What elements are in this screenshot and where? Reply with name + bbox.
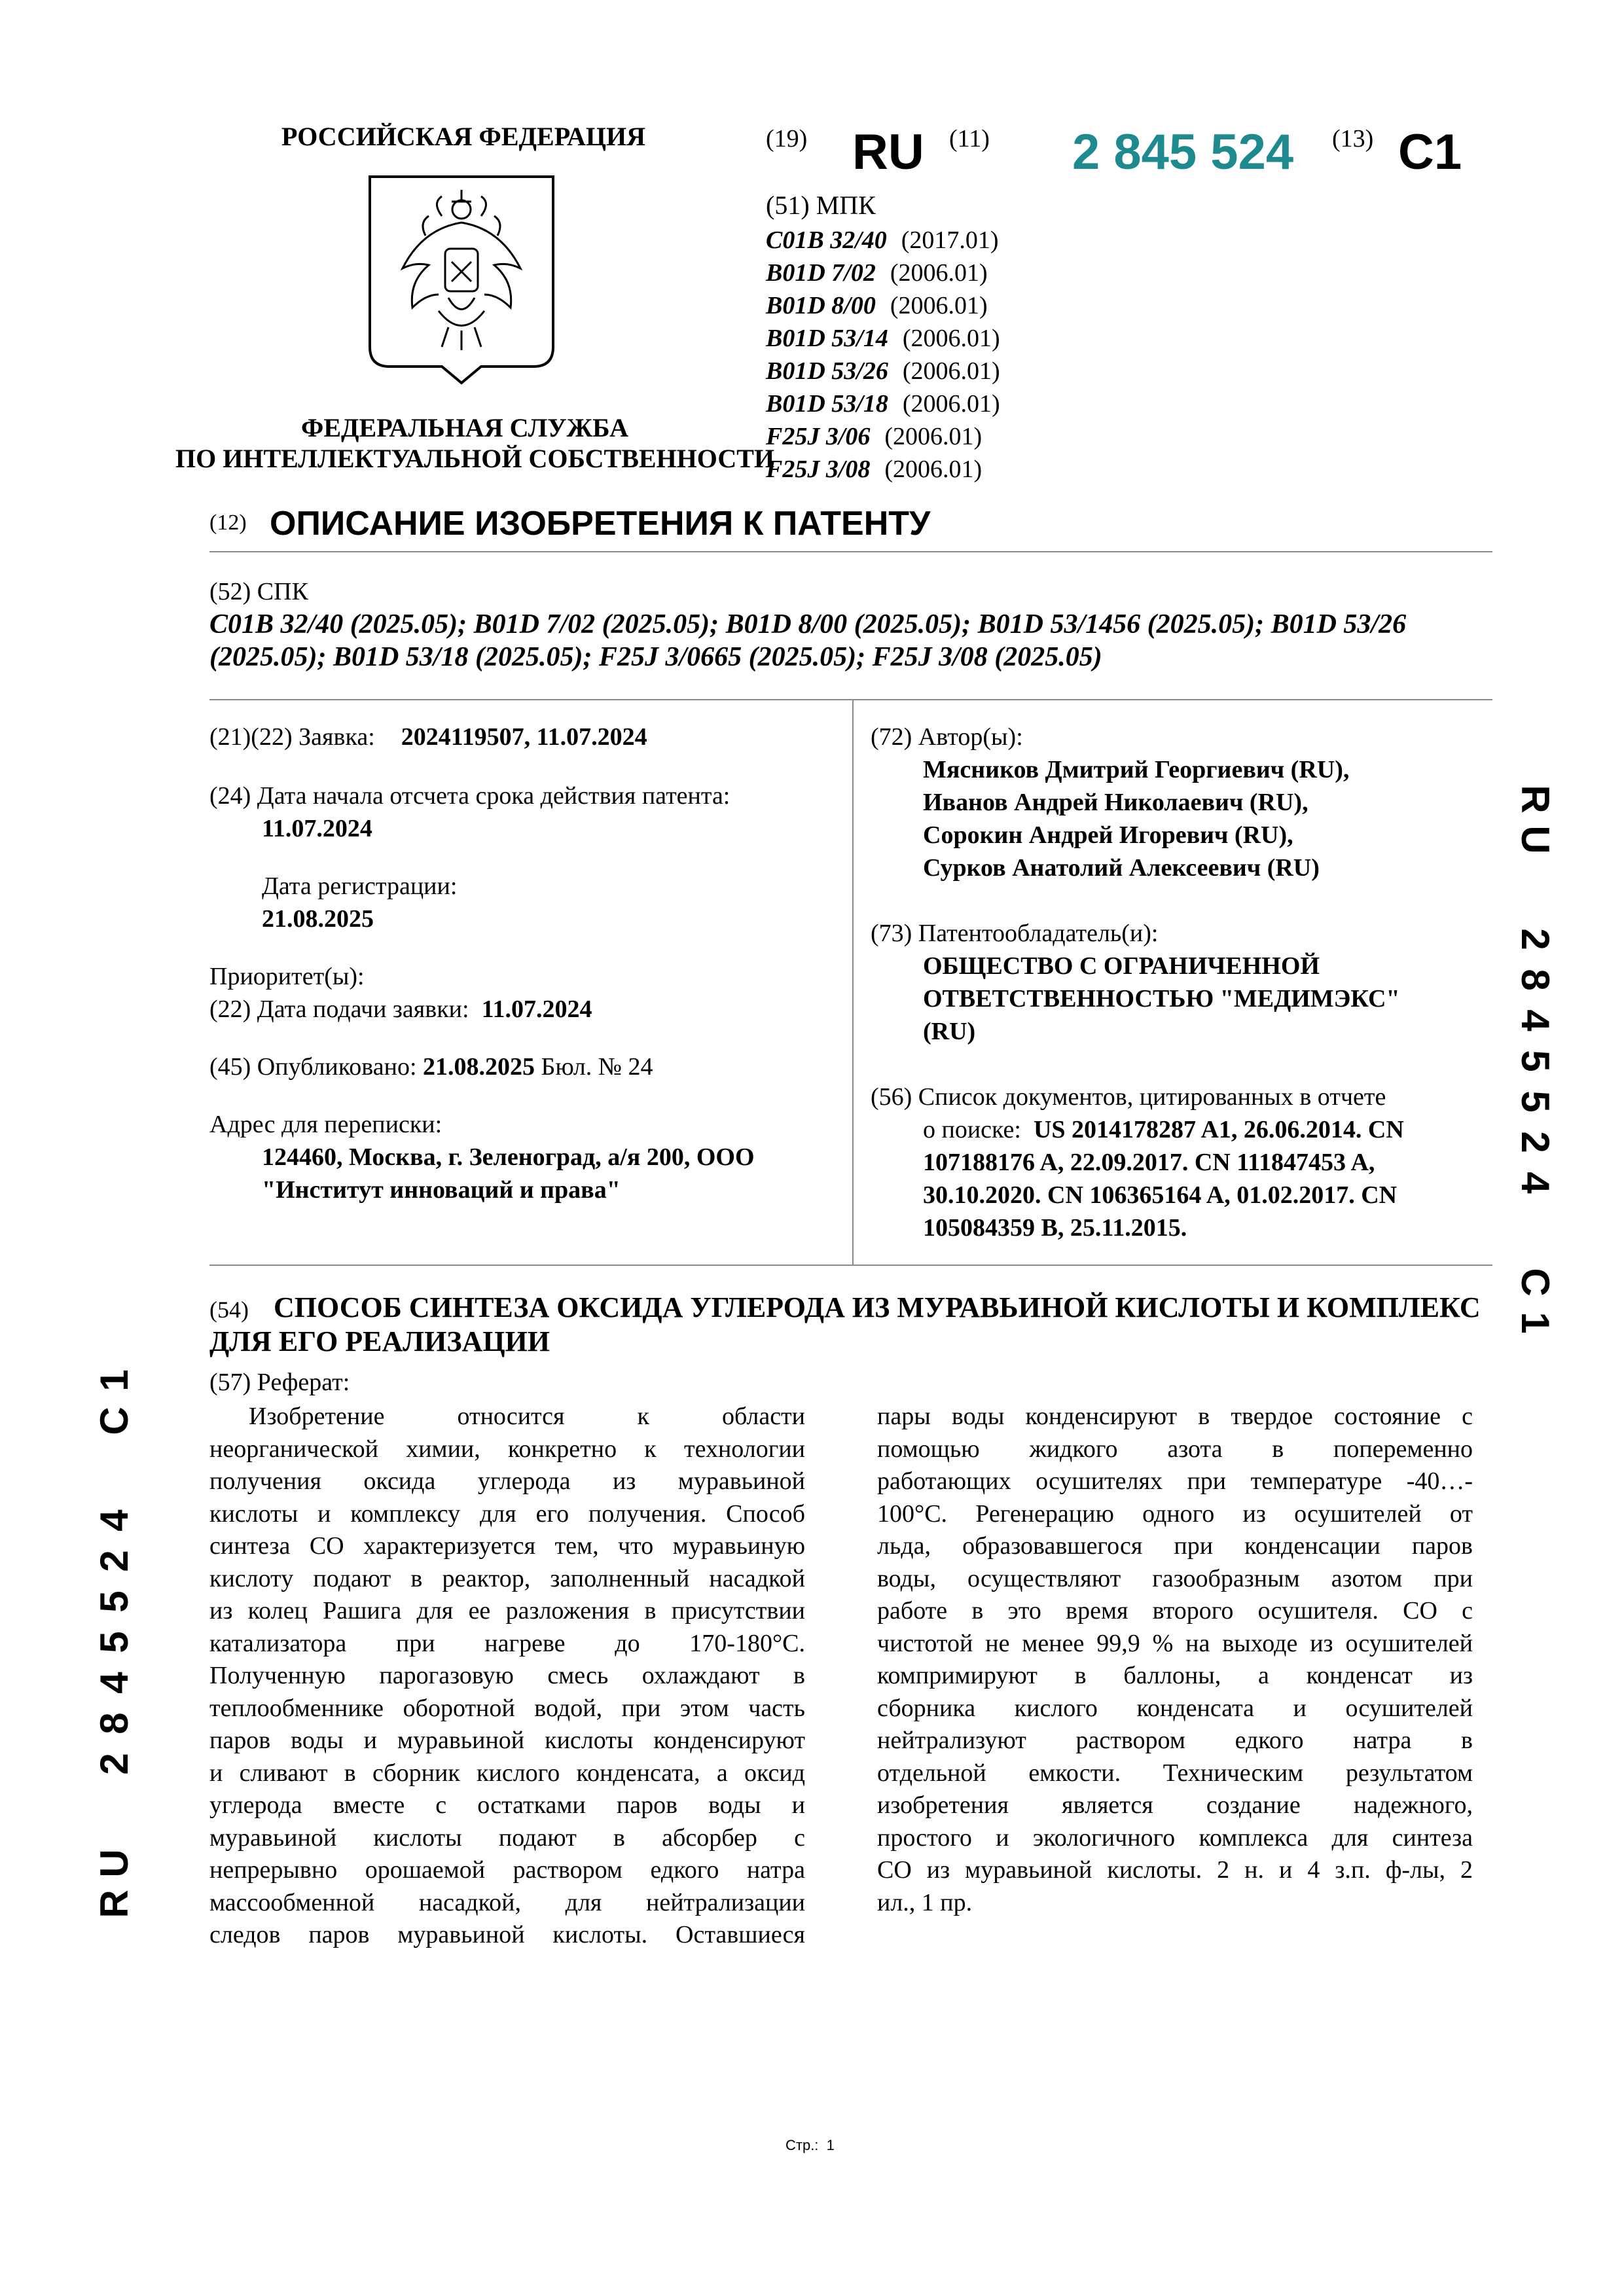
abstract-line: неорганической химии, конкретно к технологии [209,1435,805,1463]
abstract-line: простого и экологичного комплекса для синтеза [877,1823,1473,1852]
abstract-line: 100°C. Регенерацию одного из осушителей от [877,1499,1473,1528]
abstract-line: работе в это время второго осушителя. CO с [877,1597,1473,1624]
abstract-line: катализатора при нагреве до 170-180°C. [209,1629,805,1657]
abstract-line: кислоты и комплексу для его получения. Способ [209,1499,805,1528]
registration-label: Дата регистрации: [262,872,458,900]
abstract-line: муравьиной кислоты подают в абсорбер с [209,1823,805,1852]
abstract-line: Изобретение относится к области [249,1403,805,1430]
start-date-value: 11.07.2024 [262,815,372,842]
abstract-line: паров воды и муравьиной кислоты конденсируют [209,1727,805,1754]
abstract-line: кислоту подают в реактор, заполненный насадкой [209,1564,805,1592]
cited-row: о поиске: US 2014178287 A1, 26.06.2014. CN [923,1116,1404,1143]
page-number: Стр.: 1 [785,2137,835,2153]
holder-line: (RU) [923,1018,976,1045]
mpk-label: (51) МПК [766,190,876,220]
cited-line: 30.10.2020. CN 106365164 A, 01.02.2017. CN [923,1181,1398,1209]
abstract-line: сборника кислого конденсата и осушителей [877,1694,1473,1722]
abstract-line: помощью жидкого азота в попеременно [877,1435,1473,1463]
abstract-line: нейтрализуют раствором едкого натра в [877,1727,1473,1754]
registration-value: 21.08.2025 [262,905,374,933]
author-item: Иванов Андрей Николаевич (RU), [923,789,1308,816]
abstract-line: углерода вместе с остатками паров воды и [209,1791,805,1819]
address-line-2: "Институт инноваций и права" [262,1176,621,1204]
abstract-line: Полученную парогазовую смесь охлаждают в [209,1662,805,1689]
abstract-line: CO из муравьиной кислоты. 2 н. и 4 з.п. ф-лы, 2 [877,1856,1473,1884]
country-code: RU [852,124,924,180]
abstract-line: пары воды конденсируют в твердое состояние с [877,1403,1473,1430]
mpk-item: B01D 8/00 (2006.01) [766,292,988,319]
agency-line-1: ФЕДЕРАЛЬНАЯ СЛУЖБА [301,413,628,442]
abstract-line: синтеза CO характеризуется тем, что муравьиную [209,1532,805,1560]
abstract-label: (57) Реферат: [209,1369,350,1396]
author-item: Сорокин Андрей Игоревич (RU), [923,821,1293,849]
mpk-item: F25J 3/08 (2006.01) [766,456,983,483]
abstract-line: ил., 1 пр. [877,1888,973,1916]
address-line-1: 124460, Москва, г. Зеленоград, а/я 200, ООО [262,1143,755,1171]
cited-label: (56) Список документов, цитированных в отчете [871,1083,1386,1111]
filing-row: (22) Дата подачи заявки: 11.07.2024 [209,996,592,1023]
kind-code: C1 [1398,124,1462,180]
author-item: Сурков Анатолий Алексеевич (RU) [923,854,1320,882]
mpk-item: B01D 7/02 (2006.01) [766,259,988,287]
spk-label: (52) СПК [209,578,308,605]
code-11: (11) [949,125,990,152]
mpk-item: F25J 3/06 (2006.01) [766,423,983,450]
address-label: Адрес для переписки: [209,1111,442,1138]
code-19: (19) [766,125,808,152]
abstract-right-column [877,1401,1473,1919]
spk-line-2: (2025.05); B01D 53/18 (2025.05); F25J 3/0665 (2025.05); F25J 3/08 (2025.05) [209,642,1102,672]
abstract-line: следов паров муравьиной кислоты. Оставшиеся [209,1921,805,1948]
mpk-item: B01D 53/26 (2006.01) [766,357,1000,385]
start-date-label: (24) Дата начала отсчета срока действия патента: [209,782,731,810]
mpk-item: B01D 53/14 (2006.01) [766,325,1000,352]
divider [209,699,1492,700]
abstract-line: воды, осуществляют газообразным азотом при [877,1564,1473,1592]
abstract-left-column [209,1401,805,1952]
abstract-line: чистотой не менее 99,9 % на выходе из осушителей [877,1629,1473,1657]
holder-line: ОТВЕТСТВЕННОСТЬЮ "МЕДИМЭКС" [923,985,1400,1013]
abstract-line: непрерывно орошаемой раствором едкого натра [209,1856,805,1884]
spk-line-1: C01B 32/40 (2025.05); B01D 7/02 (2025.05); B01D 8/00 (2025.05); B01D 53/1456 (2025.05); B01D 53/26 [209,609,1407,639]
cited-line: 107188176 A, 22.09.2017. CN 111847453 A, [923,1149,1375,1176]
holder-line: ОБЩЕСТВО С ОГРАНИЧЕННОЙ [923,952,1320,980]
mpk-list [766,224,1000,486]
agency-line-2: ПО ИНТЕЛЛЕКТУАЛЬНОЙ СОБСТВЕННОСТИ [175,444,775,473]
abstract-line: массообменной насадкой, для нейтрализации [209,1888,805,1916]
invention-title-line-1: СПОСОБ СИНТЕЗА ОКСИДА УГЛЕРОДА ИЗ МУРАВЬИНОЙ КИСЛОТЫ И КОМПЛЕКС [274,1291,1481,1323]
coat-of-arms-icon [363,170,560,386]
divider [209,1265,1492,1266]
application-row: (21)(22) Заявка: 2024119507, 11.07.2024 [209,723,647,751]
priority-label: Приоритет(ы): [209,963,365,990]
abstract-line: из колец Рашига для ее разложения в присутствии [209,1597,805,1624]
document-title: ОПИСАНИЕ ИЗОБРЕТЕНИЯ К ПАТЕНТУ [270,505,931,543]
code-12: (12) [209,511,247,535]
mpk-item: B01D 53/18 (2006.01) [766,390,1000,418]
code-54: (54) [209,1297,249,1323]
abstract-line: льда, образовавшегося при конденсации паров [877,1532,1473,1560]
author-item: Мясников Дмитрий Георгиевич (RU), [923,756,1350,783]
code-13: (13) [1332,125,1374,152]
published-row: (45) Опубликовано: 21.08.2025 Бюл. № 24 [209,1053,653,1081]
abstract-line: работающих осушителях при температуре -40…- [877,1467,1473,1495]
patent-number: 2 845 524 [1072,124,1294,180]
authors-label: (72) Автор(ы): [871,723,1023,751]
holder-label: (73) Патентообладатель(и): [871,920,1159,947]
divider [209,551,1492,552]
abstract-line: получения оксида углерода из муравьиной [209,1467,805,1495]
abstract-line: компримируют в баллоны, а конденсат из [877,1662,1473,1689]
country-name: РОССИЙСКАЯ ФЕДЕРАЦИЯ [281,122,646,151]
abstract-line: и сливают в сборник кислого конденсата, а оксид [209,1759,805,1787]
abstract-line: изобретения является создание надежного, [877,1791,1473,1819]
invention-title-line-2: ДЛЯ ЕГО РЕАЛИЗАЦИИ [209,1325,550,1357]
cited-line: 105084359 B, 25.11.2015. [923,1214,1187,1242]
mpk-item: C01B 32/40 (2017.01) [766,226,999,254]
column-divider [852,700,854,1265]
abstract-line: отдельной емкости. Техническим результатом [877,1759,1473,1787]
abstract-line: теплообменнике оборотной водой, при этом часть [209,1694,805,1722]
